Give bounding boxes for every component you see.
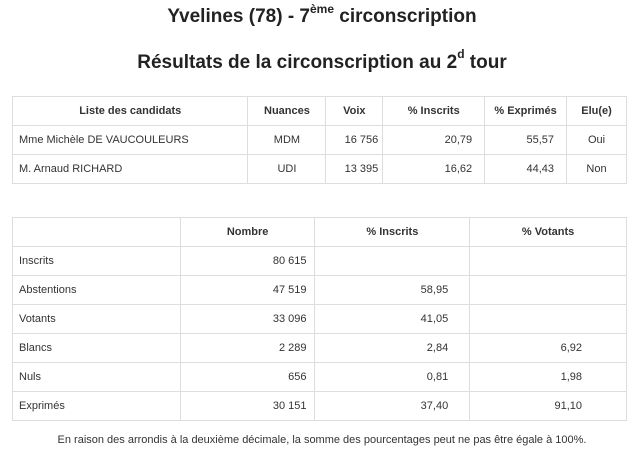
rounding-footnote: En raison des arrondis à la deuxième décimale, la somme des pourcentages peut ne pas être égale à 100%. xyxy=(57,434,587,446)
row-pct-inscrits: 0,81 xyxy=(315,363,470,392)
row-pct-inscrits: 2,84 xyxy=(315,334,470,363)
row-nombre: 656 xyxy=(180,363,315,392)
table-row xyxy=(13,334,627,363)
header-pct-inscrits: % Inscrits xyxy=(315,218,470,247)
header-voix: Voix xyxy=(326,97,383,126)
candidate-elu: Non xyxy=(567,155,627,184)
table-row xyxy=(13,276,627,305)
header-nombre: Nombre xyxy=(180,218,315,247)
table-row xyxy=(13,392,627,421)
row-pct-votants xyxy=(470,276,627,305)
table-row xyxy=(13,247,627,276)
row-pct-inscrits: 37,40 xyxy=(315,392,470,421)
row-pct-votants xyxy=(470,305,627,334)
row-pct-votants xyxy=(470,247,627,276)
participation-header-row xyxy=(13,218,627,247)
row-label: Abstentions xyxy=(13,276,181,305)
section-title-rest: tour xyxy=(464,52,507,73)
table-row xyxy=(13,305,627,334)
page-title-rest: circonscription xyxy=(334,6,477,27)
row-label: Inscrits xyxy=(13,247,181,276)
row-pct-votants: 91,10 xyxy=(470,392,627,421)
row-pct-votants: 6,92 xyxy=(470,334,627,363)
row-label: Nuls xyxy=(13,363,181,392)
row-label: Blancs xyxy=(13,334,181,363)
row-nombre: 33 096 xyxy=(180,305,315,334)
header-pct-votants: % Votants xyxy=(470,218,627,247)
candidate-voix: 13 395 xyxy=(326,155,383,184)
row-pct-inscrits: 41,05 xyxy=(315,305,470,334)
header-candidats: Liste des candidats xyxy=(13,97,248,126)
row-nombre: 30 151 xyxy=(180,392,315,421)
table-row xyxy=(13,363,627,392)
table-row xyxy=(13,155,627,184)
page-title xyxy=(0,4,644,30)
row-pct-votants: 1,98 xyxy=(470,363,627,392)
row-nombre: 80 615 xyxy=(180,247,315,276)
candidate-nuance: MDM xyxy=(248,126,326,155)
candidate-nuance: UDI xyxy=(248,155,326,184)
participation-table xyxy=(12,217,627,421)
candidate-pct-inscrits: 16,62 xyxy=(383,155,485,184)
row-label: Votants xyxy=(13,305,181,334)
candidate-name: Mme Michèle DE VAUCOULEURS xyxy=(13,126,248,155)
row-label: Exprimés xyxy=(13,392,181,421)
candidate-name: M. Arnaud RICHARD xyxy=(13,155,248,184)
header-pct-exprimes: % Exprimés xyxy=(485,97,567,126)
section-title-main: Résultats de la circonscription au 2 xyxy=(137,52,458,73)
header-empty xyxy=(13,218,181,247)
candidate-pct-inscrits: 20,79 xyxy=(383,126,485,155)
page-title-main: Yvelines (78) - 7 xyxy=(167,6,310,27)
row-nombre: 2 289 xyxy=(180,334,315,363)
section-title xyxy=(0,49,644,77)
header-pct-inscrits: % Inscrits xyxy=(383,97,485,126)
candidate-pct-exprimes: 55,57 xyxy=(485,126,567,155)
row-nombre: 47 519 xyxy=(180,276,315,305)
row-pct-inscrits: 58,95 xyxy=(315,276,470,305)
candidate-pct-exprimes: 44,43 xyxy=(485,155,567,184)
row-pct-inscrits xyxy=(315,247,470,276)
table-row xyxy=(13,126,627,155)
candidate-voix: 16 756 xyxy=(326,126,383,155)
header-nuances: Nuances xyxy=(248,97,326,126)
header-elu: Elu(e) xyxy=(567,97,627,126)
section-title-superscript: d xyxy=(457,47,465,61)
candidate-elu: Oui xyxy=(567,126,627,155)
page-title-superscript: ème xyxy=(310,2,335,16)
candidates-header-row xyxy=(13,97,627,126)
candidates-table xyxy=(12,96,627,184)
